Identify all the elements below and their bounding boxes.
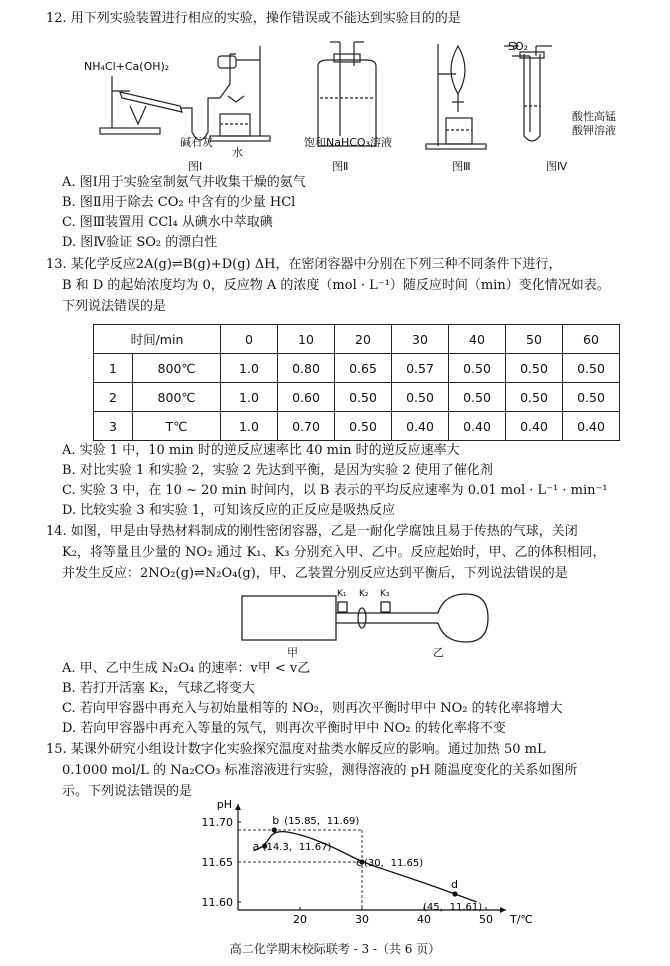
table-row bbox=[94, 412, 620, 441]
q13-stem-1: 13. 某化学反应2A(g)⇌B(g)+D(g) ΔH，在密闭容器中分别在下列三种不同条件下进行， bbox=[46, 257, 562, 272]
x-tick-label: 30 bbox=[355, 913, 369, 926]
q13-option-a: A. 实验 1 中，10 min 时的逆反应速率比 40 min 时的逆反应速率大 bbox=[62, 443, 460, 458]
table-cell: 0.40 bbox=[392, 412, 449, 441]
y-axis-arrow bbox=[235, 804, 241, 810]
q13-option-b: B. 对比实验 1 和实验 2，实验 2 先达到平衡，是因为实验 2 使用了催化剂 bbox=[62, 463, 493, 478]
table-row bbox=[94, 383, 620, 412]
q14-stem-3: 并发生反应：2NO₂(g)⇌N₂O₄(g)，甲、乙装置分别反应达到平衡后，下列说法错误的是 bbox=[62, 566, 568, 581]
table-cell: 0.70 bbox=[278, 412, 335, 441]
table-cell: 0.40 bbox=[506, 412, 563, 441]
table-cell: 0.50 bbox=[335, 383, 392, 412]
point-letter-b: b bbox=[272, 814, 280, 827]
table-cell: 800℃ bbox=[133, 354, 221, 383]
q12-option-b: B. 图Ⅱ用于除去 CO₂ 中含有的少量 HCl bbox=[62, 195, 296, 210]
table-cell: 0.40 bbox=[449, 412, 506, 441]
table-cell: 2 bbox=[94, 383, 133, 412]
table-cell: T℃ bbox=[133, 412, 221, 441]
q14-option-c: C. 若向甲容器中再充入与初始量相等的 NO₂，则再次平衡时甲中 NO₂ 的转化率将增大 bbox=[62, 701, 563, 716]
point-letter-d: d bbox=[451, 878, 458, 891]
label-k3: K₃ bbox=[380, 589, 390, 599]
label-water: 水 bbox=[232, 146, 243, 159]
y-axis-label: pH bbox=[216, 798, 232, 811]
q12-stem: 12. 用下列实验装置进行相应的实验，操作错误或不能达到实验目的的是 bbox=[46, 11, 461, 26]
point-letter-c: c bbox=[356, 856, 363, 869]
table-cell: 0.50 bbox=[392, 383, 449, 412]
label-so2: SO₂ bbox=[508, 40, 529, 53]
table-cell: 3 bbox=[94, 412, 133, 441]
q15-stem-3: 示。下列说法错误的是 bbox=[62, 784, 193, 799]
label-nahco3: 饱和NaHCO₃溶液 bbox=[304, 136, 392, 149]
table-cell: 1 bbox=[94, 354, 133, 383]
x-axis-arrow bbox=[500, 907, 506, 913]
fig-label-4: 图Ⅳ bbox=[546, 160, 568, 173]
q12-option-d: D. 图Ⅳ验证 SO₂ 的漂白性 bbox=[62, 235, 218, 250]
table-header-cell: 10 bbox=[278, 325, 335, 354]
table-cell: 0.50 bbox=[335, 412, 392, 441]
q14-option-a: A. 甲、乙中生成 N₂O₄ 的速率：v甲 < v乙 bbox=[62, 661, 311, 676]
ph-temperature-chart bbox=[190, 798, 533, 934]
table-cell: 0.80 bbox=[278, 354, 335, 383]
table-cell: 0.50 bbox=[506, 354, 563, 383]
fig-label-1: 图Ⅰ bbox=[188, 160, 203, 173]
table-cell: 0.50 bbox=[563, 354, 620, 383]
y-tick-label: 11.60 bbox=[201, 896, 233, 909]
table-cell: 800℃ bbox=[133, 383, 221, 412]
x-tick-label: 40 bbox=[417, 913, 431, 926]
q14-option-d: D. 若向甲容器中再充入等量的氖气，则再次平衡时甲中 NO₂ 的转化率将不变 bbox=[62, 721, 506, 736]
y-tick-label: 11.70 bbox=[201, 816, 233, 829]
table-header-cell: 时间/min bbox=[94, 325, 221, 354]
point-coord-c: (30，11.65) bbox=[364, 858, 424, 869]
label-k2: K₂ bbox=[359, 589, 369, 599]
valve-k3 bbox=[381, 602, 390, 612]
q15-stem-1: 15. 某课外研究小组设计数字化实验探究温度对盐类水解反应的影响。通过加热 50 mL bbox=[46, 742, 546, 757]
table-cell: 0.50 bbox=[506, 383, 563, 412]
data-point-b bbox=[272, 827, 277, 832]
point-coord-d: (45，11.61) bbox=[423, 902, 483, 913]
q13-stem-2: B 和 D 的起始浓度均为 0，反应物 A 的浓度（mol · L⁻¹）随反应时间（min）变化情况如表。 bbox=[62, 278, 610, 293]
table-cell: 1.0 bbox=[221, 383, 278, 412]
table-cell: 0.60 bbox=[278, 383, 335, 412]
x-tick-label: 50 bbox=[479, 913, 493, 926]
table-header-cell: 60 bbox=[563, 325, 620, 354]
table-cell: 0.57 bbox=[392, 354, 449, 383]
label-jia: 甲 bbox=[287, 646, 298, 659]
table-header-cell: 50 bbox=[506, 325, 563, 354]
table-header-cell: 0 bbox=[221, 325, 278, 354]
q12-option-a: A. 图Ⅰ用于实验室制氨气并收集干燥的氨气 bbox=[62, 175, 306, 190]
table-cell: 0.50 bbox=[449, 354, 506, 383]
x-tick-label: 20 bbox=[293, 913, 307, 926]
point-coord-a: (14.3，11.67) bbox=[262, 842, 332, 853]
y-tick-label: 11.65 bbox=[201, 856, 233, 869]
point-coord-b: (15.85，11.69) bbox=[284, 816, 360, 827]
x-axis-label: T/℃ bbox=[510, 913, 533, 926]
table-header-cell: 20 bbox=[335, 325, 392, 354]
table-cell: 0.50 bbox=[449, 383, 506, 412]
fig-label-2: 图Ⅱ bbox=[332, 160, 349, 173]
label-kmno4-1: 酸性高锰 bbox=[572, 110, 616, 123]
fig3-funnel bbox=[426, 44, 486, 149]
label-soda-lime: 碱石灰 bbox=[180, 136, 213, 149]
q14-option-b: B. 若打开活塞 K₂，气球乙将变大 bbox=[62, 681, 255, 696]
q12-option-c: C. 图Ⅲ装置用 CCl₄ 从碘水中萃取碘 bbox=[62, 215, 273, 230]
label-k1: K₁ bbox=[337, 589, 347, 599]
label-nh4cl: NH₄Cl+Ca(OH)₂ bbox=[84, 60, 170, 73]
data-point-d bbox=[452, 891, 457, 896]
label-yi: 乙 bbox=[433, 646, 444, 659]
valve-k1 bbox=[338, 602, 347, 612]
q14-stem-1: 14. 如图，甲是由导热材料制成的刚性密闭容器，乙是一耐化学腐蚀且易于传热的气球，关闭 bbox=[46, 524, 578, 539]
point-letter-a: a bbox=[252, 840, 260, 853]
q14-stem-2: K₂，将等量且少量的 NO₂ 通过 K₁、K₃ 分别充入甲、乙中。反应起始时，甲、乙的体积相同， bbox=[62, 545, 606, 560]
table-cell: 0.65 bbox=[335, 354, 392, 383]
q13-option-c: C. 实验 3 中，在 10 ~ 20 min 时间内，以 B 表示的平均反应速率为 0.01 mol · L⁻¹ · min⁻¹ bbox=[62, 483, 608, 498]
table-cell: 0.40 bbox=[563, 412, 620, 441]
table-header-row bbox=[94, 325, 620, 354]
table-header-cell: 40 bbox=[449, 325, 506, 354]
q13-stem-3: 下列说法错误的是 bbox=[62, 299, 167, 314]
table-cell: 1.0 bbox=[221, 412, 278, 441]
container-jia bbox=[242, 596, 336, 640]
label-kmno4-2: 酸钾溶液 bbox=[572, 124, 616, 137]
balloon-yi bbox=[438, 594, 488, 642]
valve-k2 bbox=[358, 608, 366, 628]
fig4-test-tube bbox=[504, 42, 552, 141]
table-header-cell: 30 bbox=[392, 325, 449, 354]
fig-label-3: 图Ⅲ bbox=[452, 160, 471, 173]
q15-stem-2: 0.1000 mol/L 的 Na₂CO₃ 标准溶液进行实验，测得溶液的 pH 随温度变化的关系如图所 bbox=[62, 763, 578, 778]
page-footer: 高二化学期末校际联考 - 3 -（共 6 页） bbox=[229, 942, 441, 956]
q13-table bbox=[93, 324, 620, 441]
q13-option-d: D. 比较实验 3 和实验 1，可知该反应的正反应是吸热反应 bbox=[62, 503, 396, 518]
table-cell: 0.50 bbox=[563, 383, 620, 412]
table-cell: 1.0 bbox=[221, 354, 278, 383]
table-row bbox=[94, 354, 620, 383]
fig2-wash-bottle bbox=[318, 42, 376, 146]
